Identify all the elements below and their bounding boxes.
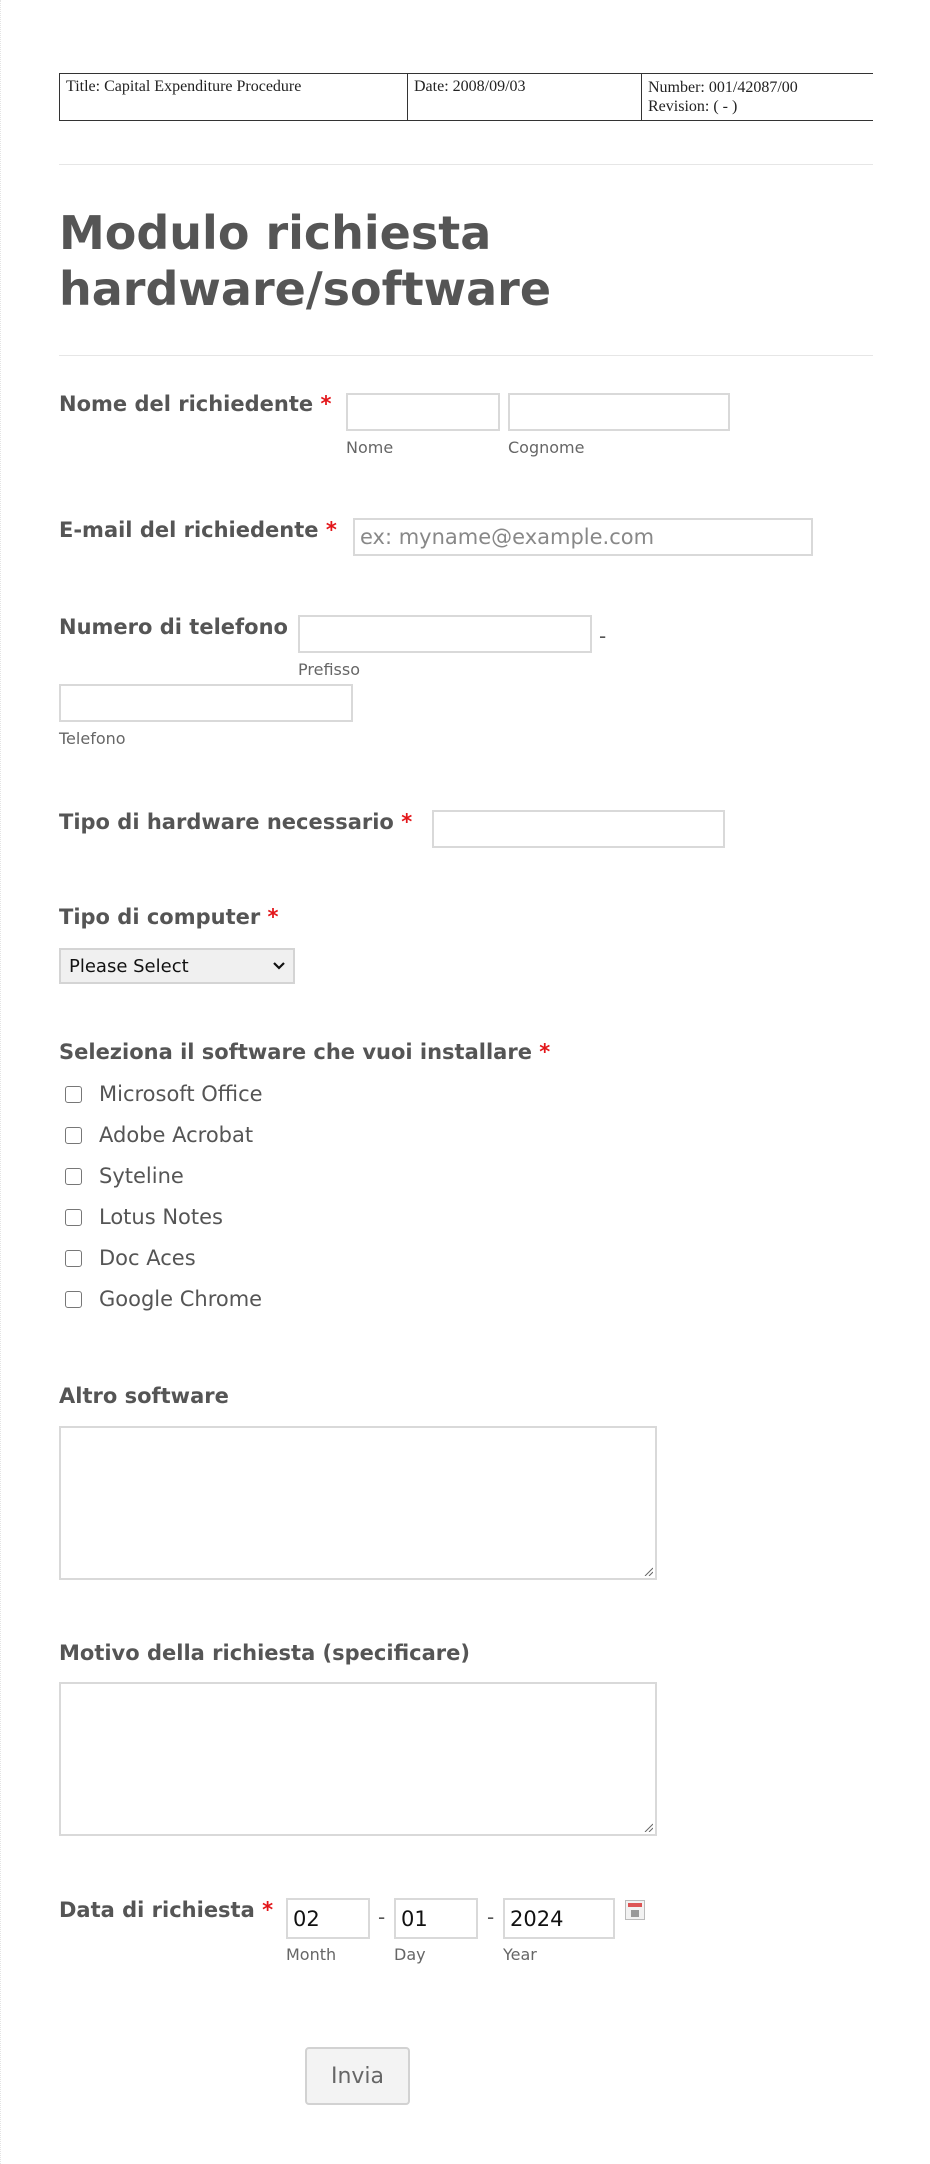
software-option-adobe-acrobat[interactable] [65,1123,253,1147]
date-year-sublabel: Year [503,1945,537,1964]
software-option-microsoft-office[interactable] [65,1082,263,1106]
checkbox[interactable] [65,1250,82,1267]
last-name-input[interactable] [508,393,730,431]
date-separator: - [487,1905,495,1929]
date-month-sublabel: Month [286,1945,337,1964]
option-label: Adobe Acrobat [99,1123,254,1147]
option-label: Doc Aces [99,1246,196,1270]
date-day-input[interactable] [394,1898,478,1939]
last-name-sublabel: Cognome [508,438,585,457]
required-marker: * [267,905,279,929]
software-option-syteline[interactable] [65,1164,184,1188]
header-number-cell [642,74,873,120]
email-label-text: E-mail del richiedente [59,518,319,542]
header-date-cell: Date: 2008/09/03 [408,74,642,120]
resize-grip-icon[interactable] [643,1822,653,1832]
phone-separator: - [599,624,607,648]
calendar-icon[interactable] [625,1900,645,1920]
software-option-doc-aces[interactable] [65,1246,196,1270]
software-option-lotus-notes[interactable] [65,1205,223,1229]
email-input[interactable] [353,518,813,556]
first-name-sublabel: Nome [346,438,394,457]
requester-name-label-text: Nome del richiedente [59,392,314,416]
software-label [59,1040,550,1064]
title-divider [59,355,873,356]
software-option-google-chrome[interactable] [65,1287,262,1311]
option-label: Lotus Notes [99,1205,223,1229]
checkbox[interactable] [65,1127,82,1144]
hardware-type-label-text: Tipo di hardware necessario [59,810,394,834]
computer-type-selected: Please Select [69,955,189,977]
request-date-label [59,1898,273,1922]
date-year-input[interactable] [503,1898,615,1939]
header-title-cell: Title: Capital Expenditure Procedure [59,74,408,120]
document-header-table [59,73,873,121]
checkbox[interactable] [65,1291,82,1308]
email-label [59,518,337,542]
date-day-sublabel: Day [394,1945,426,1964]
phone-number-input[interactable] [59,684,353,722]
first-name-input[interactable] [346,393,500,431]
phone-prefix-input[interactable] [298,615,592,653]
option-label: Google Chrome [99,1287,263,1311]
option-label: Microsoft Office [99,1082,263,1106]
required-marker: * [539,1040,551,1064]
phone-label: Numero di telefono [59,615,288,639]
computer-type-label [59,905,279,929]
checkbox[interactable] [65,1209,82,1226]
top-divider [59,164,873,165]
computer-type-label-text: Tipo di computer [59,905,261,929]
required-marker: * [320,392,332,416]
reason-label: Motivo della richiesta (specificare) [59,1641,470,1665]
computer-type-select[interactable] [59,948,295,984]
checkbox[interactable] [65,1168,82,1185]
date-month-input[interactable] [286,1898,370,1939]
required-marker: * [262,1898,274,1922]
phone-prefix-sublabel: Prefisso [298,660,360,679]
date-separator: - [378,1905,386,1929]
hardware-type-input[interactable] [432,810,725,848]
reason-textarea[interactable] [59,1682,657,1836]
hardware-type-label [59,810,412,834]
page-title: Modulo richiesta hardware/software [59,206,552,316]
software-label-text: Seleziona il software che vuoi installare [59,1040,532,1064]
resize-grip-icon[interactable] [643,1566,653,1576]
required-marker: * [401,810,413,834]
option-label: Syteline [99,1164,184,1188]
phone-number-sublabel: Telefono [59,729,126,748]
header-revision: Revision: ( - ) [648,98,738,115]
chevron-down-icon [273,962,285,970]
request-date-label-text: Data di richiesta [59,1898,255,1922]
submit-button[interactable]: Invia [305,2047,410,2105]
header-number: Number: 001/42087/00 [648,79,798,96]
checkbox[interactable] [65,1086,82,1103]
other-software-label: Altro software [59,1384,229,1408]
other-software-textarea[interactable] [59,1426,657,1580]
required-marker: * [325,518,337,542]
requester-name-label [59,392,331,416]
